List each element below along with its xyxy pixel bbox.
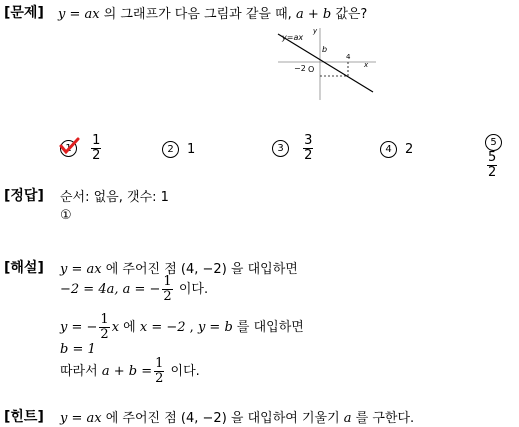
answer-line-2: ① [60,208,72,223]
solution-line-4: b = 1 [60,342,96,357]
choice-4-number: 4 [380,141,397,158]
choice-4[interactable]: 4 2 [380,141,413,158]
problem-graph [276,26,380,102]
choice-5[interactable]: 5 $\frac{5}{2}$ [485,134,519,180]
problem-equation: y = ax [58,7,100,22]
solution-tag: [해설] [4,260,44,276]
choice-1-number: 1 [60,140,77,157]
label-b: b [322,45,328,54]
problem-tag: [문제] [4,5,44,21]
problem-expression: a + b [295,7,332,22]
label-4: 4 [346,53,351,61]
choice-2[interactable]: 2 1 [162,141,195,158]
hint-tag: [힌트] [4,409,44,425]
label-neg2: −2 [294,64,306,73]
choice-3[interactable]: 3 $\frac{3}{2}$ [272,134,315,163]
problem-text-2: 값은? [335,7,368,22]
x-axis-label: x [364,61,369,69]
check-mark-icon [58,136,80,156]
choice-2-number: 2 [162,141,179,158]
solution-line-5: 따라서 a + b = $\frac{1}{2}$ 이다. [60,356,200,386]
solution-line-2: −2 = 4a, a = − $\frac{1}{2}$ 이다. [60,274,209,304]
y-axis-label: y [313,27,318,35]
answer-line-1: 순서: 없음, 갯수: 1 [60,190,169,205]
choice-5-number: 5 [485,134,502,151]
choice-1[interactable]: 1 $\frac{1}{2}$ [60,134,103,163]
hint-text: y = ax 에 주어진 점 (4, −2) 을 대입하여 기울기 a 를 구한다. [60,411,415,426]
problem-text-1: 의 그래프가 다음 그림과 같을 때, [103,7,292,22]
problem-statement [58,3,367,22]
solution-line-3: y = − $\frac{1}{2}$ x 에 x = −2 , y = b 를 대입하면 [60,312,304,342]
graph-line [278,34,373,92]
choice-3-number: 3 [272,140,289,157]
label-origin: O [308,65,315,74]
answer-tag: [정답] [4,188,44,204]
line-label: y=ax [282,33,304,42]
solution-line-1: y = ax 에 주어진 점 (4, −2) 을 대입하면 [60,262,298,277]
